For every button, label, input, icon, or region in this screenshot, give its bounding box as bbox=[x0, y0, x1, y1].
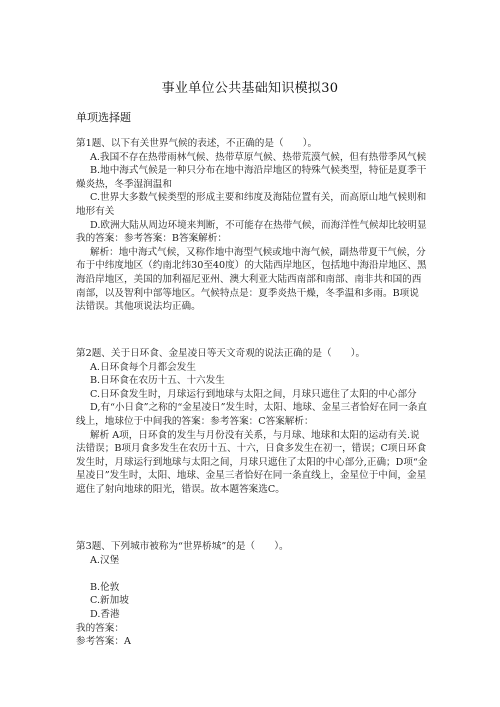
question-3-my-answer: 我的答案： bbox=[76, 622, 124, 634]
document-title: 事业单位公共基础知识模拟30 bbox=[161, 81, 339, 96]
section-heading: 单项选择题 bbox=[76, 111, 131, 124]
question-1 bbox=[76, 137, 428, 314]
question-3-option-a: A.汉堡 bbox=[90, 554, 120, 566]
question-2-stem: 第2题、关于日环食、金星凌日等天文奇观的说法正确的是（ ）。 bbox=[76, 348, 366, 359]
question-1-option-b: B.地中海式气候是一种只分布在地中海沿岸地区的特殊气候类型，特征是夏季干燥炎热，冬季湿润温和 bbox=[76, 165, 427, 190]
question-2-option-a: A.日环食每个月都会发生 bbox=[90, 361, 196, 373]
question-3 bbox=[76, 540, 428, 649]
question-3-option-b: B.伦敦 bbox=[90, 581, 120, 593]
question-3-stem: 第3题、下列城市被称为“世界桥城”的是（ ）。 bbox=[76, 541, 289, 552]
question-2-option-c: C.日环食发生时，月球运行到地球与太阳之间，月球只遮住了太阳的中心部分 bbox=[90, 388, 417, 400]
question-3-option-c: C.新加坡 bbox=[90, 595, 129, 607]
question-1-option-a: A.我国不存在热带雨林气候、热带草原气候、热带荒漠气候，但有热带季风气候 bbox=[90, 151, 427, 163]
question-3-reference-answer: 参考答案：A bbox=[76, 636, 131, 648]
question-1-option-d: D.欧洲大陆从周边环境来判断，不可能存在热带气候，而海洋性气候却比较明显我的答案：参考答案：B答案解析： bbox=[76, 219, 427, 245]
question-2-option-d: D,有“小日食”之称的“金星凌日”发生时，太阳、地球、金星三者恰好在同一条直线上，地球位于中间我的答案：参考答案：C答案解析： bbox=[76, 402, 428, 427]
question-2 bbox=[76, 347, 428, 497]
question-2-analysis: 解析 A项，日环食的发生与月份没有关系，与月球、地球和太阳的运动有关.说法错误；B项月食多发生在农历十五、十六，日食多发生在初一，错误；C项日环食发生时，月球运行到地球与太阳之间，月球只遮住了太阳的中心部分,正确；D项“金星凌日”发生时，太阳、地球、金星三者恰好在同一条直线上，金星位于中间，金星遮住了射向地球的阳光，错误。故本题答案选C。 bbox=[76, 429, 428, 495]
question-1-option-c: C.世界大多数气候类型的形成主要和纬度及海陆位置有关，而高原山地气候则和地形有关 bbox=[76, 192, 427, 217]
blank-spacer bbox=[76, 567, 428, 581]
question-1-stem: 第1题、以下有关世界气候的表述，不正确的是（ ）。 bbox=[76, 138, 318, 149]
question-1-analysis: 解析：地中海式气候，又称作地中海型气候或地中海气候，副热带夏干气候，分布于中纬度地区（约南北纬30至40度）的大陆西岸地区，包括地中海沿岸地区、黑海沿岸地区，美国的加利福尼亚州、澳大利亚大陆西南部和南部、南非共和国的西南部，以及智利中部等地区。气候特点是：夏季炎热干燥，冬季温和多雨。B项说法错误。其他项说法均正确。 bbox=[76, 246, 427, 313]
question-2-option-b: B.日环食在农历十五、十六发生 bbox=[90, 375, 225, 387]
question-3-option-d: D.香港 bbox=[90, 608, 120, 620]
